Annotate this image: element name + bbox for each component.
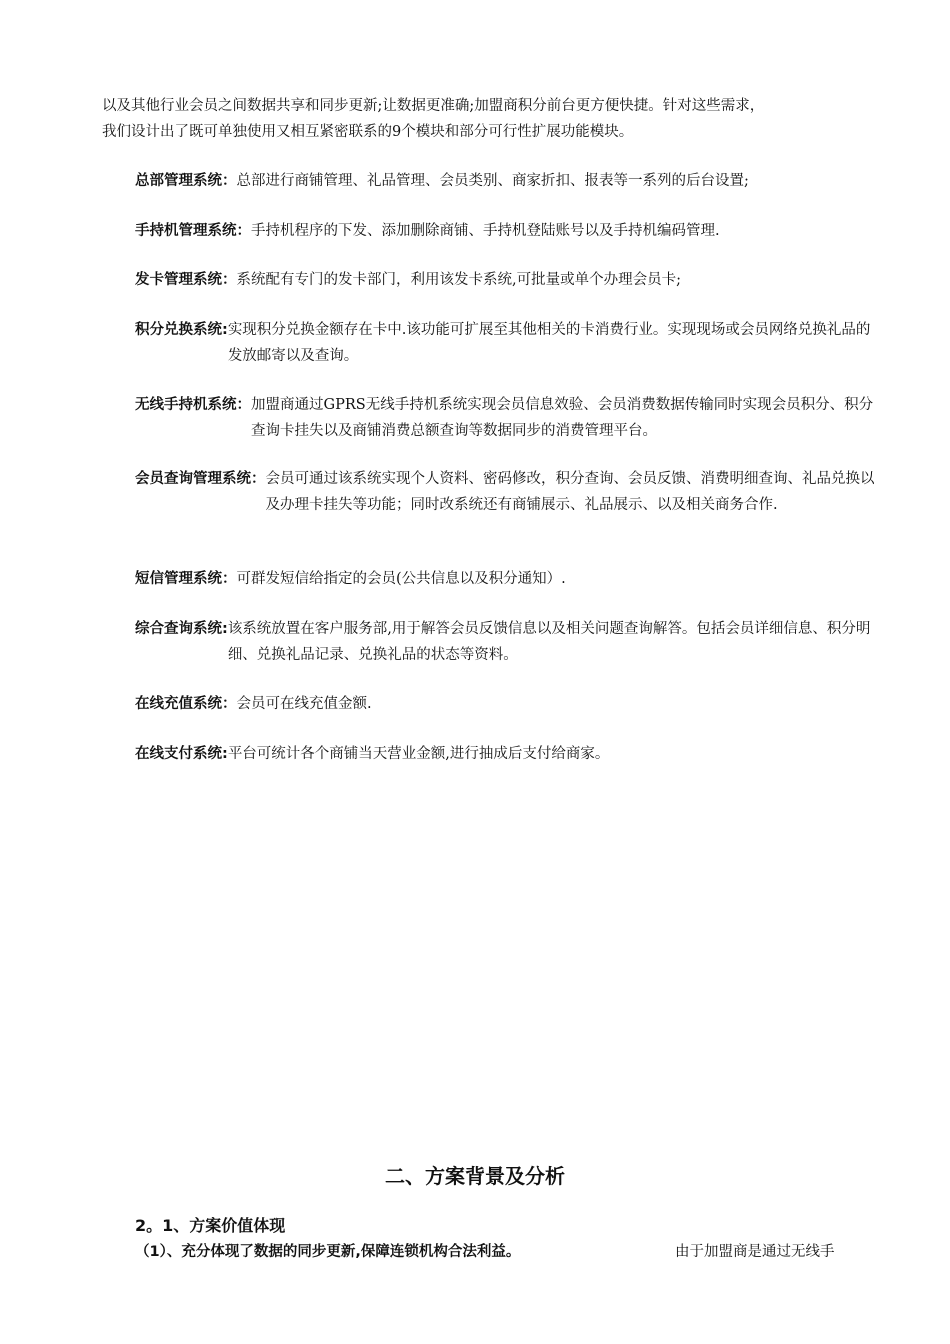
- module-desc: 平台可统计各个商铺当天营业金额,进行抽成后支付给商家。: [227, 746, 610, 762]
- module-desc: 加盟商通过GPRS无线手持机系统实现会员信息效验、会员消费数据传输同时实现会员积分、积分查询卡挂失以及商铺消费总额查询等数据同步的消费管理平台。: [251, 397, 874, 439]
- module-desc: 可群发短信给指定的会员(公共信息以及积分通知）.: [236, 571, 566, 587]
- module-item-hq: [135, 168, 880, 194]
- module-desc: 手持机程序的下发、添加删除商铺、手持机登陆账号以及手持机编码管理.: [251, 223, 720, 239]
- module-desc: 该系统放置在客户服务部,用于解答会员反馈信息以及相关问题查询解答。包括会员详细信息、积分明细、兑换礼品记录、兑换礼品的状态等资料。: [227, 621, 871, 663]
- module-desc: 总部进行商铺管理、礼品管理、会员类别、商家折扣、报表等一系列的后台设置;: [236, 173, 749, 189]
- module-item-sms: [135, 566, 880, 592]
- module-item-points-exchange: [135, 317, 880, 369]
- module-term: 综合查询系统:: [135, 621, 228, 637]
- module-item-card-issuing: [135, 267, 880, 293]
- module-term: 积分兑换系统:: [135, 322, 228, 338]
- value-point-text: 由于加盟商是通过无线手: [675, 1244, 835, 1260]
- module-item-integrated-query: [135, 616, 880, 668]
- intro-line-2: 我们设计出了既可单独使用又相互紧密联系的9个模块和部分可行性扩展功能模块。: [102, 124, 634, 140]
- module-item-online-topup: [135, 691, 880, 717]
- module-item-wireless-handheld: [135, 392, 880, 444]
- section-subheading: 2。1、方案价值体现: [135, 1216, 286, 1235]
- value-point-1: [135, 1241, 865, 1263]
- module-desc: 实现积分兑换金额存在卡中.该功能可扩展至其他相关的卡消费行业。实现现场或会员网络兑换礼品的发放邮寄以及查询。: [227, 322, 871, 364]
- module-desc: 会员可通过该系统实现个人资料、密码修改，积分查询、会员反馈、消费明细查询、礼品兑换以及办理卡挂失等功能；同时改系统还有商铺展示、礼品展示、以及相关商务合作.: [265, 471, 875, 513]
- module-term: 无线手持机系统：: [135, 397, 251, 413]
- intro-line-1: 以及其他行业会员之间数据共享和同步更新;让数据更准确;加盟商积分前台更方便快捷。针对这些需求，: [102, 98, 765, 114]
- module-term: 在线充值系统：: [135, 696, 237, 712]
- intro-paragraph: [102, 93, 882, 145]
- value-point-title: （1）、充分体现了数据的同步更新,保障连锁机构合法利益。: [135, 1244, 521, 1260]
- section-heading: 二、方案背景及分析: [385, 1164, 565, 1188]
- module-desc: 系统配有专门的发卡部门，利用该发卡系统,可批量或单个办理会员卡;: [236, 272, 681, 288]
- module-term: 会员查询管理系统：: [135, 471, 266, 487]
- module-term: 发卡管理系统：: [135, 272, 237, 288]
- module-item-online-payment: [135, 741, 880, 767]
- module-item-member-query: [135, 466, 880, 518]
- module-desc: 会员可在线充值金额.: [236, 696, 372, 712]
- module-term: 短信管理系统：: [135, 571, 237, 587]
- module-term: 手持机管理系统：: [135, 223, 251, 239]
- module-item-handheld-admin: [135, 218, 880, 244]
- module-term: 在线支付系统:: [135, 746, 228, 762]
- module-term: 总部管理系统：: [135, 173, 237, 189]
